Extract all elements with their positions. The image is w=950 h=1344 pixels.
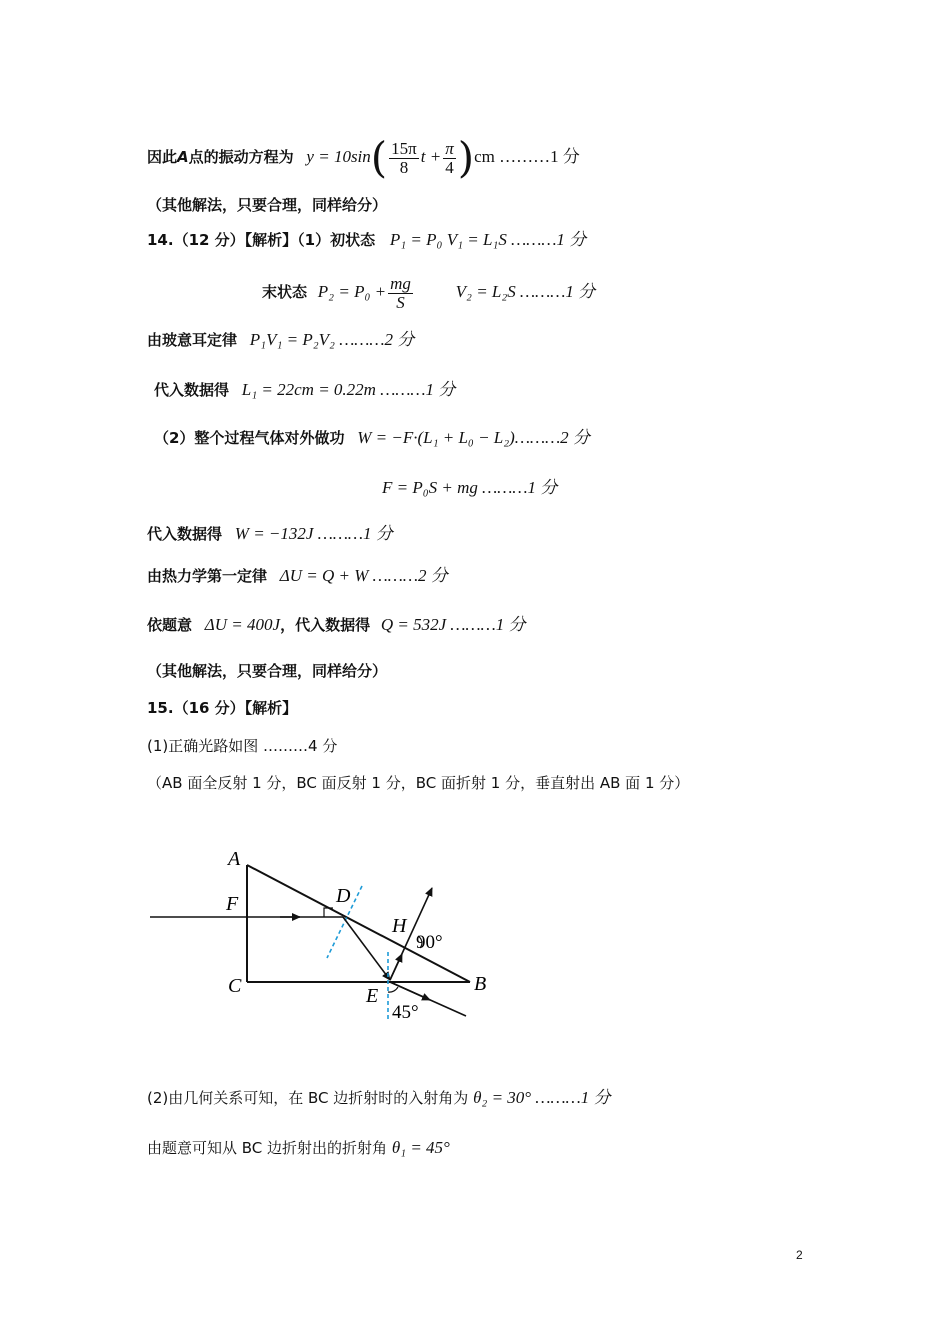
q15-part2-eq: θ₂ = 30° ………1 分: [473, 1088, 611, 1107]
substitute-head-1: 代入数据得: [154, 381, 230, 399]
final-state-line: [262, 270, 595, 314]
label-e: E: [366, 985, 379, 1007]
fraction-2-den: 4: [445, 157, 454, 177]
prism-light-path-figure: [140, 840, 500, 1040]
vibration-equation-line: [147, 132, 580, 182]
paren-open: (: [370, 133, 388, 182]
angle-label-45: 45°: [392, 1002, 419, 1023]
boyle-head: 由玻意耳定律: [147, 331, 238, 349]
q14-header-line: [147, 230, 586, 250]
work-head: （2）整个过程气体对外做功: [154, 429, 345, 447]
first-law-eq: ΔU = Q + W ………2 分: [279, 566, 448, 585]
fraction-1-den: 8: [399, 157, 409, 177]
label-c: C: [228, 975, 242, 997]
label-a: A: [228, 848, 241, 870]
q15-part2b-line: [147, 1138, 450, 1158]
result-eq-b: Q = 532J ………1 分: [380, 615, 526, 634]
fraction-2-num: π: [445, 138, 454, 158]
l1-var: A: [177, 148, 189, 166]
angle-arc-45: [388, 987, 398, 992]
fraction-1-num: 15π: [391, 138, 417, 158]
page-number: 2: [796, 1248, 803, 1262]
q14-head: 14.（12 分）【解析】（1）初状态: [147, 231, 376, 249]
prism-triangle: [247, 865, 470, 982]
l1-text2: 点的振动方程为: [188, 148, 294, 166]
substitute-line-2: [147, 524, 393, 544]
substitute-head-2: 代入数据得: [147, 525, 223, 543]
work-eq: W = −F·(L₁ + L₀ − L₂)………2 分: [357, 428, 590, 447]
note-line-1: （其他解法，只要合理，同样给分）: [147, 196, 388, 214]
reflected-ray-mid-arrow: [390, 954, 402, 980]
q15-part2b-eq: θ₁ = 45°: [391, 1138, 450, 1157]
result-eq-a: ΔU = 400J: [204, 615, 281, 634]
note-line-2: （其他解法，只要合理，同样给分）: [147, 662, 388, 680]
label-f: F: [226, 893, 239, 915]
mg-over-s: [388, 275, 413, 312]
substitute-eq-2: W = −132J ………1 分: [234, 524, 393, 543]
l1-text: 因此: [147, 148, 178, 166]
result-head: 依题意: [147, 616, 193, 634]
angle-label-90: 90°: [416, 932, 443, 953]
l1-eq-a: y = 10sin: [306, 147, 371, 166]
q15-part1: (1)正确光路如图 ………4 分: [147, 737, 338, 755]
first-law-head: 由热力学第一定律: [147, 567, 268, 585]
final-state-head: 末状态: [262, 283, 308, 301]
paren-close: ): [457, 133, 475, 182]
q15-part2-text: (2)由几何关系可知，在 BC 边折射时的入射角为: [147, 1089, 469, 1107]
label-b: B: [474, 973, 487, 995]
q15-scoring-note: （AB 面全反射 1 分，BC 面反射 1 分，BC 面折射 1 分，垂直射出 AB 面 1 分）: [147, 774, 690, 792]
refracted-ray-arrow: [390, 982, 430, 1000]
mg-num: mg: [390, 273, 411, 293]
result-mid: ，代入数据得: [280, 616, 371, 634]
force-eq: F = P₀S + mg ………1 分: [382, 478, 558, 497]
q15-part2-line: [147, 1088, 610, 1108]
fraction-1: [389, 140, 419, 177]
result-line: [147, 615, 526, 635]
label-d: D: [336, 885, 351, 907]
label-h: H: [392, 915, 407, 937]
q15-header: 15.（16 分）【解析】: [147, 699, 298, 717]
substitute-eq-1: L₁ = 22cm = 0.22m ………1 分: [241, 380, 456, 399]
substitute-line-1: [154, 380, 455, 400]
fraction-2: [443, 140, 456, 177]
boyle-line: [147, 330, 414, 350]
boyle-eq: P₁V₁ = P₂V₂ ………2 分: [249, 330, 415, 349]
first-law-line: [147, 566, 448, 586]
q14-initial-eq: P₁ = P₀ V₁ = L₁S ………1 分: [389, 230, 587, 249]
q15-part2b-text: 由题意可知从 BC 边折射出的折射角: [147, 1139, 388, 1157]
final-state-eq-a: P₂ = P₀ +: [317, 282, 387, 301]
l1-t: t +: [420, 147, 442, 166]
work-line: [154, 428, 590, 448]
s-den: S: [396, 292, 405, 312]
final-state-eq-b: V₂ = L₂S ………1 分: [455, 282, 596, 301]
reflected-ray-de: [343, 917, 390, 980]
l1-unit: cm ………1 分: [474, 147, 580, 166]
